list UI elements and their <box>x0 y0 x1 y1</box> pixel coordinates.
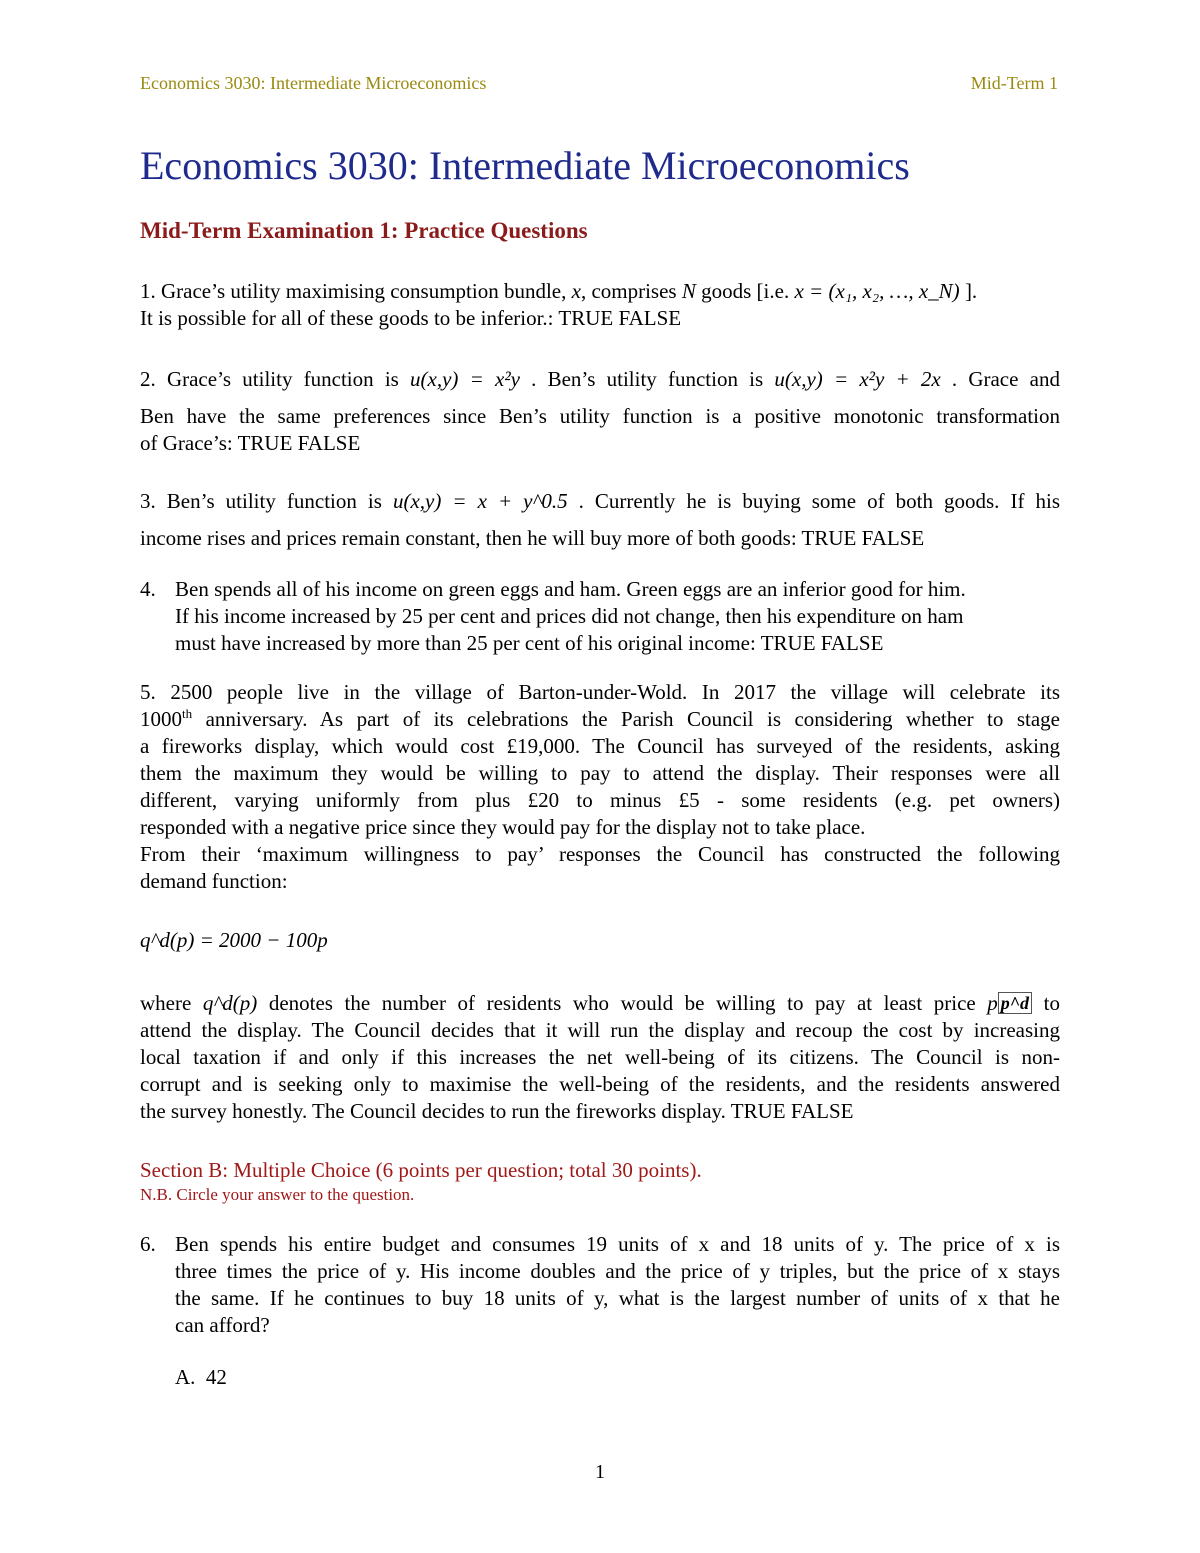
page-number: 1 <box>595 1461 605 1483</box>
question-5-line-6: responded with a negative price since they would pay for the display not to take place. <box>140 815 866 839</box>
question-1-line-2: It is possible for all of these goods to be inferior.: TRUE FALSE <box>140 306 682 330</box>
question-3-line-1: 3. Ben’s utility function is u(x,y) = x + y^0.5 . Currently he is buying some of both goods. If his <box>140 489 1060 513</box>
question-5-line-8: demand function: <box>140 869 288 893</box>
demand-formula: q^d(p) = 2000 − 100p <box>140 928 328 952</box>
question-2-line-2: Ben have the same preferences since Ben’s utility function is a positive monotonic transformation <box>140 404 1060 428</box>
question-4-number: 4. <box>140 577 156 601</box>
ben-utility-formula: u(x,y) = x²y + 2x <box>774 367 941 391</box>
question-5-continued <box>140 990 1060 1125</box>
question-5-line-5: different, varying uniformly from plus £20 to minus £5 - some residents (e.g. pet owners) <box>140 788 1060 812</box>
question-1-line-1: 1. Grace’s utility maximising consumption bundle, x, comprises N goods [i.e. x = (x₁, x₂, …, x_N) ]. <box>140 279 978 303</box>
question-1 <box>140 278 1060 332</box>
question-6-line-3: the same. If he continues to buy 18 units of y, what is the largest number of units of x that he <box>175 1286 1060 1310</box>
question-4-line-3: must have increased by more than 25 per cent of his original income: TRUE FALSE <box>175 631 884 655</box>
section-b-note: N.B. Circle your answer to the question. <box>140 1185 415 1204</box>
question-5-line-1: 5. 2500 people live in the village of Barton-under-Wold. In 2017 the village will celebrate its <box>140 680 1060 704</box>
question-6-option-a <box>175 1364 1060 1391</box>
question-5-line-3: a fireworks display, which would cost £19,000. The Council has surveyed of the residents, asking <box>140 734 1060 758</box>
section-b-title: Section B: Multiple Choice (6 points per question; total 30 points). <box>140 1158 702 1182</box>
running-header-exam: Mid-Term 1 <box>970 73 1058 93</box>
question-5-where-line-4: corrupt and is seeking only to maximise the well-being of the residents, and the residents answered <box>140 1072 1060 1096</box>
running-header-title: Economics 3030: Intermediate Microeconomics <box>140 73 487 93</box>
question-6-line-4: can afford? <box>175 1313 270 1337</box>
question-5-line-7: From their ‘maximum willingness to pay’ responses the Council has constructed the following <box>140 842 1060 866</box>
question-3-line-2: income rises and prices remain constant, then he will buy more of both goods: TRUE FALSE <box>140 526 925 550</box>
option-a-label: A. <box>175 1365 196 1389</box>
question-2-line-3: of Grace’s: TRUE FALSE <box>140 431 361 455</box>
demand-notation: q^d(p) <box>202 991 258 1015</box>
question-4 <box>175 576 1060 657</box>
question-4-line-1: Ben spends all of his income on green eggs and ham. Green eggs are an inferior good for him. <box>175 577 966 601</box>
demand-function <box>140 927 1060 954</box>
question-2 <box>140 366 1060 457</box>
question-2-line-1: 2. Grace’s utility function is u(x,y) = x²y . Ben’s utility function is u(x,y) = x²y + 2x . Grace and <box>140 367 1060 391</box>
question-5-where-line-2: attend the display. The Council decides that it will run the display and recoup the cost by increasing <box>140 1018 1060 1042</box>
question-5-line-2: 1000th anniversary. As part of its celebrations the Parish Council is considering whether to stage <box>140 706 1060 731</box>
question-6-number: 6. <box>140 1232 156 1256</box>
ben-utility-formula-q3: u(x,y) = x + y^0.5 <box>392 489 568 513</box>
page-subtitle: Mid-Term Examination 1: Practice Questions <box>140 218 588 243</box>
question-5-where-line-1: where q^d(p) denotes the number of residents who would be willing to pay at least price p p^d to <box>140 991 1060 1015</box>
question-5-where-line-3: local taxation if and only if this increases the net well-being of its citizens. The Council is non- <box>140 1045 1060 1069</box>
question-6-line-2: three times the price of y. His income doubles and the price of y triples, but the price of x stays <box>175 1259 1060 1283</box>
price-symbol-box: p^d <box>998 992 1032 1014</box>
bundle-formula: x = (x₁, x₂, …, x_N) <box>794 279 960 303</box>
grace-utility-formula: u(x,y) = x²y <box>410 367 520 391</box>
option-a-value: 42 <box>205 1365 227 1389</box>
question-6 <box>175 1231 1060 1339</box>
question-3 <box>140 488 1060 552</box>
question-5 <box>140 679 1060 895</box>
question-6-line-1: Ben spends his entire budget and consumes 19 units of x and 18 units of y. The price of x is <box>175 1232 1060 1256</box>
question-4-line-2: If his income increased by 25 per cent and prices did not change, then his expenditure on ham <box>175 604 964 628</box>
page-title: Economics 3030: Intermediate Microeconomics <box>140 143 910 188</box>
question-5-where-line-5: the survey honestly. The Council decides to run the fireworks display. TRUE FALSE <box>140 1099 854 1123</box>
question-5-line-4: them the maximum they would be willing to pay to attend the display. Their responses were all <box>140 761 1060 785</box>
